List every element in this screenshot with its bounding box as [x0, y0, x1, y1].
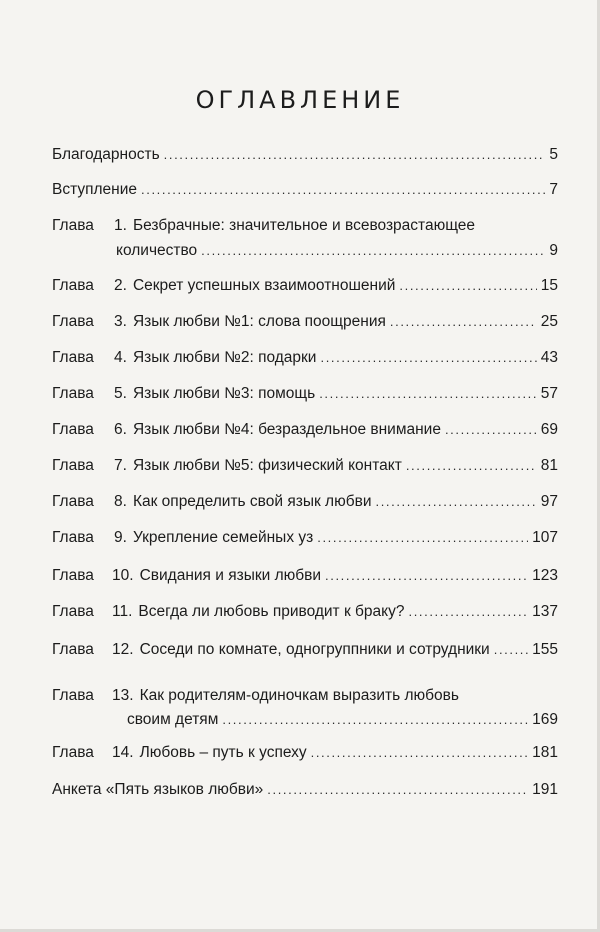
entry-title: Язык любви №5: физический контакт	[132, 457, 402, 474]
entry-page-number: 155	[532, 641, 558, 658]
entry-page-number: 137	[532, 603, 558, 620]
dot-leader	[164, 145, 546, 165]
toc-entry-chapter-7[interactable]	[52, 456, 558, 476]
chapter-number: 2.	[114, 277, 127, 294]
entry-title: Безбрачные: значительное и всевозрастающее	[132, 217, 476, 234]
chapter-number: 3.	[114, 313, 127, 330]
dot-leader	[325, 566, 528, 586]
toc-entry-chapter-11[interactable]	[52, 602, 558, 622]
dot-leader	[376, 492, 537, 512]
chapter-label: Глава	[52, 349, 94, 366]
chapter-number: 12.	[112, 641, 134, 658]
chapter-label: Глава	[52, 457, 94, 474]
chapter-number: 10.	[112, 567, 134, 584]
toc-entry-chapter-12[interactable]	[52, 640, 558, 660]
dot-leader	[222, 710, 528, 730]
dot-leader	[311, 743, 529, 763]
chapter-label: Глава	[52, 744, 94, 761]
toc-entry-chapter-8[interactable]	[52, 492, 558, 512]
chapter-label: Глава	[52, 277, 94, 294]
toc-entry-chapter-3[interactable]	[52, 312, 558, 332]
chapter-number: 13.	[112, 687, 134, 704]
entry-page-number: 9	[549, 242, 558, 259]
dot-leader	[201, 241, 545, 261]
chapter-number: 4.	[114, 349, 127, 366]
dot-leader	[399, 276, 536, 296]
entry-page-number: 57	[540, 385, 558, 402]
entry-title: Язык любви №1: слова поощрения	[132, 313, 386, 330]
entry-title: Анкета «Пять языков любви»	[52, 781, 264, 798]
toc-entry-questionnaire[interactable]	[52, 780, 558, 800]
entry-title: Секрет успешных взаимоотношений	[132, 277, 396, 294]
entry-title: Свидания и языки любви	[139, 567, 322, 584]
dot-leader	[317, 528, 528, 548]
chapter-label: Глава	[52, 421, 94, 438]
entry-title: Любовь – путь к успеху	[139, 744, 307, 761]
chapter-label: Глава	[52, 641, 94, 658]
dot-leader	[409, 602, 529, 622]
entry-title: Соседи по комнате, одногруппники и сотрудники	[139, 641, 490, 658]
entry-page-number: 123	[532, 567, 558, 584]
chapter-number: 14.	[112, 744, 134, 761]
dot-leader	[445, 420, 537, 440]
toc-entry-introduction[interactable]	[52, 180, 558, 200]
entry-page-number: 169	[532, 711, 558, 728]
entry-title: Язык любви №4: безраздельное внимание	[132, 421, 441, 438]
chapter-label: Глава	[52, 567, 94, 584]
chapter-number: 1.	[114, 217, 127, 234]
entry-page-number: 81	[540, 457, 558, 474]
entry-title: Как родителям-одиночкам выразить любовь	[139, 687, 459, 704]
entry-page-number: 69	[540, 421, 558, 438]
chapter-number: 9.	[114, 529, 127, 546]
dot-leader	[319, 384, 537, 404]
chapter-label: Глава	[52, 313, 94, 330]
page-title: ОГЛАВЛЕНИЕ	[195, 86, 405, 114]
entry-page-number: 181	[532, 744, 558, 761]
chapter-label: Глава	[52, 217, 94, 234]
toc-entry-chapter-13[interactable]	[52, 686, 558, 730]
toc-entry-chapter-9[interactable]	[52, 528, 558, 548]
dot-leader	[141, 180, 545, 200]
entry-page-number: 191	[532, 781, 558, 798]
dot-leader	[494, 640, 528, 660]
entry-title: Как определить свой язык любви	[132, 493, 372, 510]
dot-leader	[267, 780, 528, 800]
chapter-number: 6.	[114, 421, 127, 438]
toc-entry-chapter-1[interactable]	[52, 216, 558, 261]
entry-title-continued: своим детям	[127, 711, 219, 728]
chapter-label: Глава	[52, 385, 94, 402]
toc-entry-chapter-5[interactable]	[52, 384, 558, 404]
entry-page-number: 7	[549, 181, 558, 198]
chapter-number: 8.	[114, 493, 127, 510]
entry-title: Всегда ли любовь приводит к браку?	[138, 603, 405, 620]
chapter-number: 7.	[114, 457, 127, 474]
entry-title: Благодарность	[52, 146, 160, 163]
chapter-label: Глава	[52, 603, 94, 620]
entry-title: Вступление	[52, 181, 138, 198]
chapter-label: Глава	[52, 687, 94, 704]
toc-entry-chapter-10[interactable]	[52, 566, 558, 586]
toc-entry-chapter-6[interactable]	[52, 420, 558, 440]
entry-title: Язык любви №3: помощь	[132, 385, 316, 402]
entry-page-number: 5	[549, 146, 558, 163]
entry-page-number: 97	[540, 493, 558, 510]
toc-entry-acknowledgements[interactable]	[52, 145, 558, 165]
dot-leader	[320, 348, 536, 368]
chapter-label: Глава	[52, 493, 94, 510]
toc-entry-chapter-14[interactable]	[52, 743, 558, 763]
toc-entry-chapter-2[interactable]	[52, 276, 558, 296]
toc-entry-chapter-4[interactable]	[52, 348, 558, 368]
entry-page-number: 43	[540, 349, 558, 366]
chapter-number: 11.	[112, 603, 133, 620]
entry-page-number: 25	[540, 313, 558, 330]
dot-leader	[390, 312, 537, 332]
entry-title: Укрепление семейных уз	[132, 529, 314, 546]
dot-leader	[406, 456, 537, 476]
chapter-number: 5.	[114, 385, 127, 402]
entry-title: Язык любви №2: подарки	[132, 349, 317, 366]
entry-title-continued: количество	[116, 242, 198, 259]
entry-page-number: 15	[540, 277, 558, 294]
entry-page-number: 107	[532, 529, 558, 546]
chapter-label: Глава	[52, 529, 94, 546]
